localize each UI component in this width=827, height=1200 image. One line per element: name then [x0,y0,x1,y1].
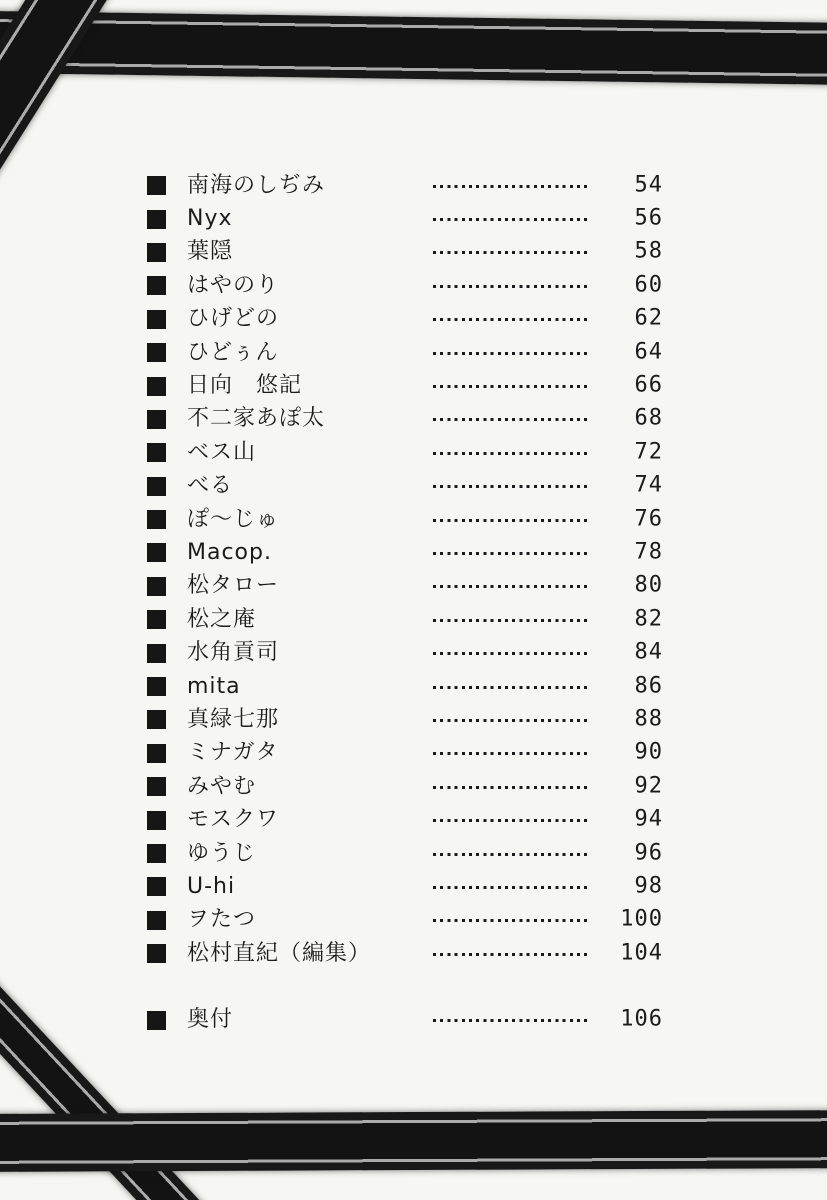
toc-row [147,837,663,870]
toc-entry-page: 96 [634,840,663,866]
bullet-square-icon [147,210,166,229]
dot-leader [433,853,591,856]
toc-entry-label: 松村直紀（編集） [187,940,372,966]
toc-entry-page: 82 [634,606,663,632]
toc-entry-page: 106 [620,1006,663,1032]
toc-row [147,937,663,970]
dot-leader [433,352,591,355]
toc-entry-page: 62 [634,305,663,331]
toc-entry-label: 松之庵 [187,606,257,632]
toc-entry-label: 松タロー [187,573,280,599]
toc-entry-page: 92 [634,773,663,799]
toc-entry-page: 64 [634,339,663,365]
toc-list [147,169,663,1037]
dot-leader [433,686,591,689]
bullet-square-icon [147,1011,166,1030]
toc-entry-label: Nyx [187,206,233,232]
toc-row [147,369,663,402]
toc-entry-page: 54 [634,172,663,198]
toc-entry-label: べる [187,473,234,499]
bullet-square-icon [147,877,166,896]
toc-entry-label: 葉隠 [187,239,234,265]
toc-entry-label: 奥付 [187,1007,234,1033]
bullet-square-icon [147,710,166,729]
bullet-square-icon [147,410,166,429]
dot-leader [433,919,591,922]
toc-entry-label: ミナガタ [187,740,279,766]
toc-entry-page: 98 [634,873,663,899]
toc-entry-page: 58 [634,239,663,265]
dot-leader [433,953,591,956]
toc-row [147,570,663,603]
dot-leader [433,185,591,188]
toc-row [147,636,663,669]
toc-entry-label: ヲたつ [187,907,257,933]
bullet-square-icon [147,377,166,396]
toc-row [147,703,663,736]
toc-entry-page: 72 [634,439,663,465]
toc-entry-page: 104 [620,940,663,966]
bullet-square-icon [147,610,166,629]
toc-row [147,803,663,836]
dot-leader [433,585,591,588]
toc-row [147,770,663,803]
ribbon-band-top [0,11,827,85]
bullet-square-icon [147,577,166,596]
toc-entry-page: 74 [634,472,663,498]
toc-entry-page: 90 [634,739,663,765]
bullet-square-icon [147,310,166,329]
toc-entry-label: 真緑七那 [187,706,280,732]
toc-row [147,1003,663,1036]
toc-entry-label: モスクワ [187,807,280,833]
toc-row [147,303,663,336]
dot-leader [433,251,591,254]
toc-entry-label: はやのり [187,272,280,298]
bullet-square-icon [147,644,166,663]
bullet-square-icon [147,677,166,696]
toc-row [147,436,663,469]
dot-leader [433,452,591,455]
bullet-square-icon [147,243,166,262]
toc-entry-page: 66 [634,372,663,398]
dot-leader [433,385,591,388]
bullet-square-icon [147,443,166,462]
toc-entry-label: ゆうじ [187,840,257,866]
toc-entry-label: 水角貢司 [187,640,280,666]
toc-entry-page: 78 [634,539,663,565]
toc-row [147,503,663,536]
toc-entry-label: 不二家あぽ太 [187,406,326,432]
toc-row [147,670,663,703]
dot-leader [433,752,591,755]
dot-leader [433,1019,591,1022]
toc-row [147,236,663,269]
toc-entry-label: ひげどの [187,306,280,332]
toc-entry-page: 68 [634,405,663,431]
bullet-square-icon [147,510,166,529]
toc-entry-page: 100 [620,906,663,932]
toc-row [147,536,663,569]
dot-leader [433,418,591,421]
toc-row [147,269,663,302]
bullet-square-icon [147,811,166,830]
dot-leader [433,719,591,722]
bullet-square-icon [147,777,166,796]
toc-row [147,403,663,436]
toc-entry-label: ひどぅん [187,339,279,365]
toc-entry-page: 80 [634,572,663,598]
toc-entry-page: 94 [634,806,663,832]
dot-leader [433,285,591,288]
toc-entry-page: 88 [634,706,663,732]
toc-entry-page: 76 [634,506,663,532]
toc-entry-label: Macop. [187,539,272,565]
dot-leader [433,786,591,789]
bullet-square-icon [147,844,166,863]
toc-entry-label: 日向 悠記 [187,373,303,399]
toc-entry-label: 南海のしぢみ [187,172,326,198]
toc-row [147,603,663,636]
toc-entry-page: 56 [634,205,663,231]
dot-leader [433,886,591,889]
dot-leader [433,552,591,555]
bullet-square-icon [147,343,166,362]
dot-leader [433,218,591,221]
toc-row [147,336,663,369]
dot-leader [433,485,591,488]
toc-row [147,202,663,235]
toc-entry-page: 86 [634,673,663,699]
dot-leader [433,318,591,321]
bullet-square-icon [147,744,166,763]
toc-row [147,737,663,770]
dot-leader [433,819,591,822]
toc-row [147,169,663,202]
toc-entry-label: ベス山 [187,439,257,465]
toc-entry-label: mita [187,673,241,699]
dot-leader [433,519,591,522]
bullet-square-icon [147,911,166,930]
bullet-square-icon [147,944,166,963]
toc-row [147,870,663,903]
bullet-square-icon [147,176,166,195]
ribbon-band-bottom [0,1110,827,1172]
toc-row [147,470,663,503]
toc-entry-label: U-hi [187,873,236,899]
bullet-square-icon [147,477,166,496]
bullet-square-icon [147,276,166,295]
dot-leader [433,619,591,622]
toc-entry-page: 60 [634,272,663,298]
toc-row [147,904,663,937]
bullet-square-icon [147,543,166,562]
toc-entry-page: 84 [634,639,663,665]
toc-entry-label: みやむ [187,773,257,799]
dot-leader [433,652,591,655]
toc-entry-label: ぽ～じゅ [187,506,280,532]
